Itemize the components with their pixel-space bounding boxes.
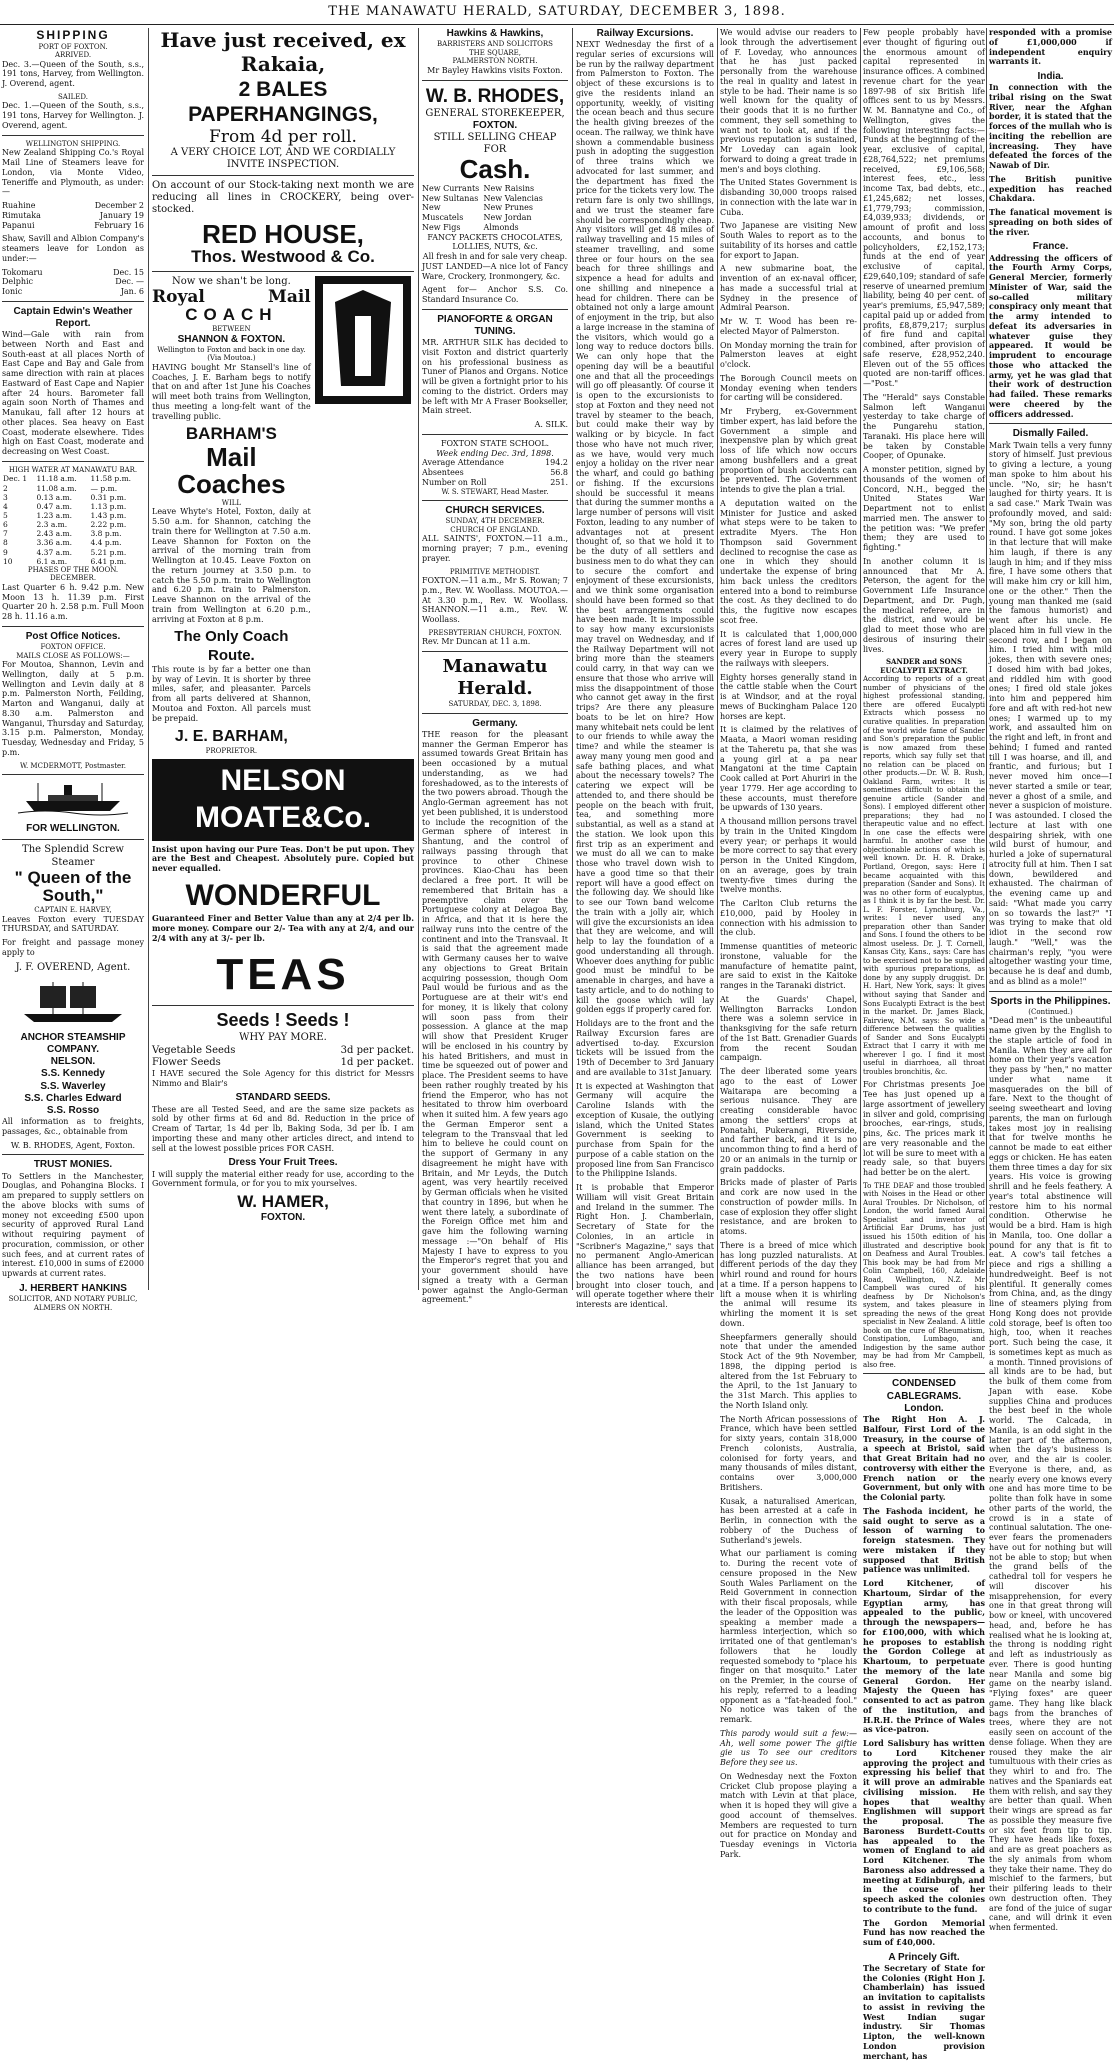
anchor-agent: W. B. RHODES, Agent, Foxton.	[10, 1140, 136, 1150]
news-item: On Wednesday next the Foxton Cricket Club propose playing a match with Levin at that place, when it is hoped they will give a good account of themselves. Members are requested to turn out for practice on Monday and Tuesday evenings in Victoria Park.	[720, 1771, 857, 1859]
wonderful: WONDERFUL	[185, 878, 381, 912]
germany-text: THE reason for the pleasant manner the German Emperor has assumed towards Great Britain has been occasioned by a mutual understanding, as we had foreshadowed, as to the interests of the two powers abroad. Though the Anglo-German agreement has not yet been published, it is understood to include the recognition of the German sphere of interest in Shantung, and the control of railways passing through that province to other Chinese provinces. Kiao-Chau has been declared a free port. It will be remembered that Britain has a preemptive claim over the Portuguese colony at Delagoa Bay, in Africa, and that it is here the railway runs into the centre of the continent and into the Transvaal. It is said that the agreement made with Germany causes her to waive any objections to Great Britain acquiring possession, though Oom Paul would be furious and as the Portuguese are at their wit's end for money, it is likely that colony will soon pass from their possession. A glance at the map will show that President Kruger will be enclosed in his country by his hated Britishers, and must in time be squeezed out of power and place. The President seems to have been rather roughly treated by his friend the Emperor, who has not hesitated to throw him overboard when it suited him. A few years ago the German Emperor sent a telegram to the Transvaal that led him to believe he could count on the support of Germany in any disagreement he might have with Britain, and Mr Leyds, the Dutch agent, was very heartily received by German officials when he visited that country in 1896, but when he went there lately, a subordinate of the Foreign Office met him and gave him the following warning message :—"On behalf of His Majesty I have to express to you the Emperor's regret that you and your government should have signed a treaty with a German power against the Anglo-German agreement."	[422, 729, 568, 1305]
arrived-text: Dec. 3.—Queen of the South, s.s., 191 tons, Harvey, from Wellington. J. Overend, agent.	[2, 59, 144, 89]
teas: TEAS	[216, 949, 350, 999]
rhodes-title: W. B. RHODES,	[425, 85, 565, 107]
fancy-packets: FANCY PACKETS CHOCOLATES, LOLLIES, NUTS, &c.	[427, 232, 563, 252]
head-master: W. S. STEWART, Head Master.	[441, 487, 549, 496]
hawkins-sub: BARRISTERS AND SOLICITORS	[437, 40, 553, 49]
weather-text: Wind—Gale with rain from between North and East and South-east at all places North of East Cape and Bay and Gale from same direction with rain at places Eastward of East Cape and Napier after 24 hours. Barometer fall again soon North of Thames and Manukau, fall after 12 hours at other places. Sea heavy on East Coast, moderate elsewhere. Tides high on East Coast, moderate and decreasing on West Coast.	[2, 330, 144, 457]
news-item: For Christmas presents Joe Tee has just opened up a large assortment of jewellery in silver and gold, comprising brooches, ear-rings, studs, pins, &c. The prices mark it are very reasonable and the lot will be sure to meet with a ready sale, so that buyers had better be on the alert.	[863, 1080, 985, 1178]
anchor-nelson: NELSON.	[50, 1056, 96, 1068]
rhodes-foxton: FOXTON.	[472, 119, 518, 131]
trust-text: To Settlers in the Manchester, Douglas, and Pohangina Blocks. I am prepared to supply settlers on the above blocks with sums of money not exceeding £500 upon security of approved Rural Land without requiring payment of procuration, commission, or other such fees, and at current rates of interest. £10,000 in sums of £2000 upwards at current rates.	[2, 1171, 144, 1279]
news-item: It is claimed by the relatives of Maata, a Maori woman residing at the Taheretu pa, that she was a young girl at a pa near Mangatoni at the time Captain Cook called at Port Ahuriri in the year 1779. Her age according to these accounts, must therefore be upwards of 130 years.	[720, 725, 857, 813]
shoulder-text: Now we shan't be long.	[171, 275, 291, 287]
column-rule	[860, 28, 861, 1290]
veg-price: 3d per packet.	[340, 1044, 414, 1056]
table-row: 2 11.08 a.m. — p.m.	[3, 483, 118, 493]
goods-list-right	[484, 184, 568, 233]
hawkins-text: Mr Bayley Hawkins visits Foxton.	[427, 65, 563, 75]
via-text: (Via Moutoa.)	[207, 354, 256, 363]
red-house: RED HOUSE,	[202, 218, 364, 249]
table-row: 3 0.13 a.m. 0.31 p.m.	[3, 492, 127, 502]
hamer-name: W. HAMER,	[237, 1192, 329, 1211]
veg-seeds: Vegetable Seeds	[152, 1044, 236, 1056]
continued-label: (Continued.)	[1028, 1007, 1073, 1016]
school-title: FOXTON STATE SCHOOL.	[440, 438, 550, 448]
mail-coaches: Mail Coaches	[177, 442, 286, 500]
shaw-ships-list	[2, 268, 144, 297]
list-item: S.S. Charles Edward	[24, 1092, 122, 1104]
sailed-text: Dec. 1.—Queen of the South, s.s., 191 tons, Harvey for Wellington. J. Overend, agent.	[2, 101, 144, 130]
list-item: New Jordan Almonds	[483, 213, 532, 232]
list-item: New Valencias	[483, 193, 543, 203]
table-row: Dec. 1 11.18 a.m. 11.58 p.m.	[3, 474, 132, 484]
stocktaking-text: On account of our Stock-taking next month we are reducing all lines in CROCKERY, being over-stocked.	[152, 180, 414, 216]
weather-title: Captain Edwin's Weather Report.	[13, 305, 133, 329]
sander-text: According to reports of a great number of physicians of the highest professional standing, there are offered Eucalypti Extracts which possess no curative qualities. In preparation of the world wide fame of Sander and Son's preparation the public is now amazed from these reports, which say fully set that no relation can be placed on other products.—Dr. W. B. Rush, Oakland Farm, writes: It is sometimes difficult to obtain the genuine article (Sander and Sons). I employed different other preparations; they had no therapeutic value and no effect. In one case the effects were harmful. In another case the objectionable actions of which is well known. Dr. H. R. Drake, Portland, Oregon, says: Here I became acquainted with this preparation (Sander and Sons). It was no other form of eucalyptus, as I think it is by far the best. Dr. L. F. Forster, Lynchburg, Va., writes: I never used any preparation other than Sander and Sons. I found the others to be almost useless. Dr. J. T. Cornell, Kansas City, Kans., says: Care has to be exercised not to be supplied with spurious preparations, as done by any supply druggist. Dr. H. Hart, New York, says: It gives without saying that Sander and Sons Eucalypti Extract is the best in the market. Dr. James Black, Fairview, N.M. says: So wide a difference between the qualities of Sander and Sons Eucalypti Extract that I carry it with me wherever I go. I find it most useful in diarrhoea, all throat troubles bronchitis, &c.	[863, 675, 985, 1076]
hawkins-title: Hawkins & Hawkins,	[446, 28, 544, 39]
cable-item: The British punitive expedition has reached Chakdara.	[989, 173, 1112, 204]
column-railway	[576, 28, 714, 1310]
news-item: The "Herald" says Constable Salmon left Wanganui yesterday to take charge of the Pungarehu station, Taranaki. His place here will be taken by Constable Cooper, of Opunake.	[863, 392, 985, 461]
masthead: THE MANAWATU HERALD, SATURDAY, DECEMBER 3, 1898.	[0, 4, 1114, 25]
all-saints: ALL SAINTS', FOXTON.—11 a.m., morning prayer; 7 p.m., evening prayer.	[422, 534, 568, 563]
news-item: There is a breed of mice which has long puzzled naturalists. At different periods of the day they whirl round and round for hours at a time. If a person happens to lift a mouse when it is whirling the animal will resume its whirling the moment it is set down.	[720, 1240, 857, 1328]
coach-body: HAVING bought Mr Stansell's line of Coaches, J. E. Barham begs to notify that on and after 1st June his Coaches will meet both trains from Wellington, thus meeting a long-felt want of the travelling public.	[152, 362, 311, 421]
insurance-text: Few people probably have ever thought of figuring out the enormous amount of capital represented in insurance offices. A combined revenue chart for the year 1897-98 of six British life offices sent to us by Messrs. W. M. Bannatyne and Co., of Wellington, gives the following interesting facts:—Funds at the beginning of the year, exclusive of capital, £28,764,522; net premiums received, £9,106,568; interest fees, etc., less income Tax, bad debts, etc., £1,245,682; net losses, £1,779,793; commission, £4,039,933; dividends, or amount of profit and loss accounts, and bonus to policyholders, £2,152,173; funds at the end of year exclusive of capital, £29,640,109; standard of safe reserve of unearned premium liability, being 40 per cent. of year's premiums, £5,947,589; capital paid up or added from profits, £8,879,217; surplus of fire fund and capital combined, after provision of safe reserve, £28,952,240. Eleven out of the 55 offices quoted are non-tariff offices.—"Post."	[863, 28, 985, 388]
twain-story: Mark Twain tells a very funny story of himself. Just previous to giving a lecture, a young man spoke to him about his uncle. "No, sir; he hasn't laughed for thirty years. It is a sad case." Mark Twain was profoundly moved, and said: "My son, bring the old party round. I have got some jokes in that lecture that will make him laugh, if there is any laugh in him; and if they miss fire, I have some others that will make him cry or kill him, one or the other." Then the young man thanked me (said the famous humorist) and went after his uncle. He placed him in full view in the second row, and I began on him. I tried him with mild jokes, then with severe ones; I dosed him with bad jokes, and riddled him with good ones; I fired old stale jokes into him and peppered him fore and aft with red-hot new ones; I warmed up to my work, and assaulted him on the right and left, in front and behind; I fumed and ranted till I was hoarse, and ill, and frantic, and furious; but I never moved him once—I never started a smile or tear, never a ghost of a smile, and never a suspicion of moisture. I was astounded. I closed the lecture at last with one despairing shriek, with one wild burst of humour, and hurled a joke of supernatural atrocity full at him. Then I sat down, bewildered and exhausted. The chairman of the evening came up and said: "What made you carry on so towards the last?" "I was trying to make that old idiot in the second row laugh." "Well," was the chairman's reply, "you were altogether wasting your time, because he is deaf and dumb, and as blind as a mole!"	[989, 440, 1112, 986]
list-item: New Prunes	[483, 203, 534, 213]
church-date: SUNDAY, 4TH DECEMBER.	[445, 517, 545, 526]
royal-word: Royal	[152, 286, 205, 307]
herald-nameplate: Manawatu Herald.	[442, 656, 548, 700]
rhodes-storekeeper: GENERAL STOREKEEPER,	[425, 107, 565, 119]
column-advertisements	[152, 28, 414, 1290]
list-item: Delphic Dec. —	[2, 277, 144, 287]
silk-sign: A. SILK.	[534, 420, 568, 430]
sailing-ship-icon	[18, 980, 128, 1026]
list-item: S.S. Rosso	[46, 1104, 100, 1116]
table-row: 6 2.3 a.m. 2.22 p.m.	[3, 520, 127, 530]
list-item: S.S. Waverley	[40, 1080, 106, 1092]
wellington-shipping-heading: WELLINGTON SHIPPING.	[25, 139, 121, 148]
news-item: We would advise our readers to look through the advertisement of F. Loveday, who announces that he has just packed personally from the warehouse the real in quality and latest in style to be had. Their name is so well known for the quality of their goods that it is no further comment, they sell something to want not to look at, and if the previous reputation is sustained, Mr Loveday can again look forward to doing a great trade in men's and boys clothing.	[720, 28, 857, 174]
column-rule	[148, 28, 149, 1290]
standard-seeds: STANDARD SEEDS.	[235, 1092, 331, 1104]
parody-verse: This parody would suit a few:— Ah, well some power The giftie gie us To see our creditors Before they see us.	[720, 1728, 857, 1767]
india-title: India.	[1037, 71, 1064, 82]
port-heading: PORT OF FOXTON.	[38, 42, 108, 51]
post-subtitle: FOXTON OFFICE.	[40, 643, 106, 652]
table-row: 7 2.43 a.m. 3.8 p.m.	[3, 529, 122, 539]
news-item: What our parliament is coming to. During the recent vote of censure proposed in the New South Wales Parliament on the Reid Government in connection with their fiscal proposals, while the leader of the Opposition was speaking a member made a harmless interjection, which so irritated one of that gentleman's followers that he loudly requested somebody to "place his finger on that mosquito." Later on the Premier, in the course of his reply, referred to a leading opponent as a "fat-headed fool." No notice was taken of the remark.	[720, 1549, 857, 1724]
rail-title: Railway Excursions.	[596, 28, 694, 39]
primitive-text: FOXTON.—11 a.m., Mr S. Rowan; 7 p.m., Rev. W. Woollass. MOUTOA.—At 3.30 p.m., Rev. W. Woollass. SHANNON.—11 a.m., Rev. W. Woollass.	[422, 576, 568, 625]
bales-heading: 2 BALES PAPERHANGINGS,	[188, 77, 378, 127]
list-item: Tokomaru Dec. 15	[2, 267, 144, 277]
mail-word: Mail	[268, 286, 311, 307]
gift-title: A Princely Gift.	[888, 1951, 960, 1963]
nz-ships-list	[2, 201, 144, 230]
list-item: New Currants	[422, 183, 480, 193]
sailed-heading: SAILED.	[58, 92, 88, 101]
deaf-notice: To THE DEAF and those troubled with Noises in the Head or other Aural Troubles. Dr Nicholson, of London, the world famed Aural Specialist and inventor of Artificial Ear Drums, has just issued his 150th edition of his illustrated and descriptive book on Deafness and Aural Troubles. This book may be had from Mr Colin Campbell, 160, Adelaide Road, Wellington, N.Z. Mr Campbell was cured of his deafness by Dr Nicholson's system, and takes pleasure in spreading the news of the great specialist in New Zealand. A little book on the cure of Rheumatism, Constipation, Lumbago, and Indigestion by the same author may be had from Mr Campbell, also free.	[863, 1181, 985, 1369]
news-item: A deputation waited on the Minister for Justice and asked what steps were to be taken to extradite Myers. The Hon Thompson said Government declined to recognise the case as one in which they should undertake the expense of bring him back unless the creditors entered into a bond to reimburse the cost. As they declined to do this, the fugitive now escapes scot free.	[720, 498, 857, 625]
table-row: 10 6.1 a.m. 6.41 p.m.	[3, 556, 127, 566]
sports-title: Sports in the Philippines.	[990, 995, 1111, 1007]
column-rule	[572, 28, 573, 1290]
school-week: Week ending Dec. 3rd, 1898.	[436, 448, 554, 458]
piano-text: MR. ARTHUR SILK has decided to visit Foxton and district quarterly on his professional business as Tuner of Pianos and Organs. Notice will be given a fortnight prior to his coming to the district. Orders may be left with Mr A Fraser Bookseller, Main street.	[422, 338, 568, 416]
chamberlain-text: It is probable that Emperor William will visit Great Britain and Ireland in the summer. The Right Hon. J. Chamberlain, Secretary of State for the Colonies, in an article in "Scribner's Magazine," says that no permanent Anglo-American alliance has been arranged, but the two nations have been brought into closer touch, and will operate together where their interests are identical.	[576, 1183, 714, 1310]
steamer-name: " Queen of the South,"	[14, 867, 132, 906]
shaw-text: Shaw, Savill and Albion Company's steamers leave for London as under:—	[2, 234, 144, 263]
wonderful-text: Guaranteed Finer and Better Value than any at 2/4 per lb. more money. Compare our 2/- Tea with any at 2/4, and our 2/4 with any at 3/- per lb.	[152, 913, 414, 943]
news-item: Eighty horses generally stand in the cattle stable when the Court is at Windsor, and at the royal mews of Buckingham Palace 120 horses are kept.	[720, 672, 857, 721]
caroline-text: It is expected at Washington that Germany will acquire the Caroline Islands with the exception of Kusaie, the outlying island, which the United States Government is seeking to purchase from Spain for the purpose of a cable station on the proposed line from San Francisco to the Philippine Islands.	[576, 1081, 714, 1179]
news-item: Kusak, a naturalised American, has been arrested at a cafe in Berlin, in connection with the robbery of the Duchess of Sutherland's jewels.	[720, 1496, 857, 1545]
arrived-heading: ARRIVED.	[54, 51, 92, 60]
list-item: Absentees 56.8	[422, 468, 568, 478]
nz-shipping-text: New Zealand Shipping Co.'s Royal Mail Line of Steamers leave for London, via Monte Video, Teneriffe and Plymouth, as under:—	[2, 148, 144, 197]
choice-text: A VERY CHOICE LOT, AND WE CORDIALLY INVITE INSPECTION.	[170, 146, 396, 170]
list-item: Ruahine December 2	[2, 201, 144, 210]
news-item: In another column it is announced that Mr A. Peterson, the agent for the Government Life Insurance Department, and Dr. Pugh, the medical referee, are in the district, and would be glad to meet those who are desirous of insuring their lives.	[863, 556, 985, 654]
news-item: At the Guards' Chapel, Wellington Barracks London there was a solemn service in thanksgiving for the safe return of the 1st Batt. Grenadier Guards from the recent Soudan campaign.	[720, 994, 857, 1063]
list-item: Rimutaka January 19	[2, 210, 144, 220]
why-pay: WHY PAY MORE.	[239, 1032, 327, 1044]
table-row: 5 1.23 a.m. 1.43 p.m.	[3, 510, 127, 520]
tide-table	[2, 474, 144, 565]
cables-title: CONDENSED CABLEGRAMS.	[886, 1378, 962, 1402]
will-word: WILL	[221, 498, 242, 507]
list-item: Number on Roll 251.	[422, 477, 568, 487]
tide-title: HIGH WATER AT MANAWATU BAR.	[8, 465, 138, 474]
column-insurance	[863, 28, 985, 2061]
barham-title: BARHAM'S	[185, 424, 277, 444]
landed-text: JUST LANDED—A nice lot of Fancy Ware, Crockery, Ironmongery, &c.	[422, 261, 568, 281]
list-item: New Muscatels	[422, 203, 464, 222]
holidays-text: Holidays are to the front and the Railway Excursion fares are advertised to-day. Excursion tickets will be issued from the 19th of December to 3rd January and are available to 31st January.	[576, 1019, 714, 1077]
cable-item: In connection with the tribal rising on the Swat River, near the Afghan border, it is stated that the forces of the mullah who is inciting the rebellion are increasing. They have defeated the forces of the Nawab of Dir.	[989, 82, 1112, 171]
france-title: France.	[1032, 241, 1069, 253]
cable-item: The Gordon Memorial Fund has now reached the sum of £40,000.	[863, 1917, 985, 1948]
news-item: Mr W. T. Wood has been re-elected Mayor of Palmerston.	[720, 317, 857, 336]
sander-title: SANDER and SONS EUCALYPTI EXTRACT.	[880, 657, 968, 675]
rail-text: NEXT Wednesday the first of a regular series of excursions will be run by the railway department from Palmerston to Foxton. The object of these excursions is to give the residents inland an opportunity, weekly, of visiting the ocean beach and thus secure the health giving breezes of the ocean. The railway, we think have shown a commendable business push in adopting the suggestion of three trains which we advocated for last summer, and the department has fixed the price for the tickets very low. The return fare is only two shillings, and we trust the steamer fare should be correspondingly cheap. Any visitors will get 48 miles of railway travelling and 15 miles of steamer travelling, and some three or four hours on the sea beach for three shillings and sixpence a head for adults and one shilling and ninepence a head for children. There can be obtained not only a large amount of enjoyment in the trip, but also a large increase in the stamina of the visitors, which would go a long way to reduce doctors bills. We can only hope that the opening day will be a beautiful one and that all the proceedings will go off pleasantly. Of course it is open to the excursionists to stop at Foxton and they need not travel by steamer to the beach, but could make their way by walking or by bicycle. In fact those who have not much river, as we have, would very much enjoy a holiday on the river near the wharf, and could go bathing or fishing. If the excursions should be successful it means that during the summer months a large number of persons will visit Foxton, leading to any number of advantages not at present thought of, so that we hold it to be the duty of all settlers and business men to do what they can to secure the comfort and enjoyment of these excursionists, and we think some organisation should have been formed so that the best arrangements could have been made. It is impossible to say how many excursionists may travel on Wednesday, and if the Railway Department will not bring more than the steamers could carry, in that way can we ensure that those who arrive will miss the disappointment of those who cannot get away in the first trips? Are there any pleasure boats to be let on hire? How many whitebait nets could be lent to our friends to while away the time? and while the steamer is away many young men good and safe bathing places, and what about the necessary towels? The catering we expect will be attended to, and there should be people on the beach with fruit, tea, and something more substantial, as well as a stand at the station. We look upon this first trip as an experiment and we must do all we can to make those who travel down wish to have a good time so that their report will have a good effect on the following day. We should like to see our Town band welcome the train with a jolly air, which will give the excursionists an idea that they are welcome, and will help to lay the foundation of a good understanding all through. Whoever does anything for public good must be mindful to be amenable in charges, and have a tasty article, and to do nothing to kill the goose which will lay golden eggs if properly cared for.	[576, 40, 714, 1015]
news-item: Immense quantities of meteoric ironstone, valuable for the manufacture of hematite paint, are said to exist in the Kaitoke ranges in the Taranaki district.	[720, 942, 857, 990]
list-item: Average Attendance 194.2	[422, 458, 568, 468]
list-item: New Raisins	[483, 183, 535, 193]
sports-text: "Dead men" is the unbeautiful name given by the English to the staple article of food in Manila. When they are all for home on their year's vacation they pass by "hen," no matter under what name it masquerades on the bill of fare. Next to the thought of seeing sweetheart and loving parents, the man on furlough takes most joy in realising that for twelve months he cannot be made to eat either eggs or chicken. He has eaten them three times a day for six years. His voice is growing shrill and he feels feathery. A year's total abstinence will restore him to his normal condition. Otherwise he would be a bird. Ham is high in Manila, too. One dollar a pound for any that is fit to eat. A cow's tail fetches a piece and rigs a shilling a hundredweight. Beef is not plentiful. It generally comes from China, and, as the dingy line of steamers plying from Hong Kong does not provide cold storage, beef is often too high, too, when it reaches port. Such being the case, it is sometimes kept as much as a month. Tinned provisions of all kinds are to be had, but the bulk of them come from Japan with ease. Kobe supplies China and produces the best beef in the whole world. The Calcada, in Manila, is an odd sight in the latter part of the afternoon, when the day's business is over, and the air is cooler. Everyone is there, and, as nearly every one knows every one and has more time to be polite than folk have in some other parts of the world, the crowd is in a state of continual salutation. The one-ever fears the promenaders have out for nothing but will not be able to stop; but when the grand bells of the cathedral toll for vespers he will discover his misapprehension, for every one in that great throng will bow or kneel, with uncovered head, and, before he has realised what he is looking at, the throng is nodding right and left as industriously as ever. There is good hunting near Manila and some big game on the nearby island. "Flying foxes" are queer game. They hang like black bags from the branches of trees, where they are not easily seen on account of the dense foliage. When they are roused they make the air tumultuous with their cries as they whirl to and fro. The natives and the Spaniards eat them with relish, and say they are better than quail. When their wings are spread as far as possible they measure five or six feet from tip to tip. They have heads like foxes, and are as great poachers as the sly animals from whom they take their name. They do mischief to the farmers, but their pilfering leads to their own destruction often. They are fond of the juice of sugar cane, and will drink it even when fermented.	[989, 1016, 1112, 1933]
moon-text: Last Quarter 6 h. 9.42 p.m. New Moon 13 h. 11.39 p.m. First Quarter 20 h. 2.58 p.m. Full Moon 28 h. 11.16 a.m.	[2, 582, 144, 622]
news-item: Bricks made of plaster of Paris and cork are now used in the construction of powder mills. In case of explosion they offer slight resistance, and are broken to atoms.	[720, 1178, 857, 1236]
route: SHANNON & FOXTON.	[177, 333, 286, 345]
germany-title: Germany.	[472, 717, 518, 729]
hawkins-palm: PALMERSTON NORTH.	[452, 57, 538, 66]
mails-heading: MAILS CLOSE AS FOLLOWS:—	[16, 651, 130, 660]
news-item: A monster petition, signed by thousands of the women of Concord, N.H., begged the United States War Department not to enlist married men. The answer to the petition was: "We prefer them; they are used to fighting."	[863, 465, 985, 552]
overend-agent: J. F. OVEREND, Agent.	[15, 961, 131, 973]
post-title: Post Office Notices.	[25, 630, 121, 642]
herald-date: SATURDAY, DEC. 3, 1898.	[448, 700, 542, 709]
steamer-text: Leaves Foxton every TUESDAY THURSDAY, and SATURDAY.	[2, 914, 144, 934]
list-item: Papanui February 16	[2, 220, 144, 230]
table-row: 9 4.37 a.m. 5.21 p.m.	[3, 547, 127, 557]
column-rule	[986, 28, 987, 1290]
cable-item: The fanatical movement is spreading on both sides of the river.	[989, 207, 1112, 237]
dress-trees: Dress Your Fruit Trees.	[228, 1157, 338, 1169]
hamer-foxton: FOXTON.	[260, 1211, 306, 1223]
hankins-name: J. HERBERT HANKINS	[19, 1282, 127, 1294]
coach-word: COACH	[185, 305, 278, 325]
coach-text: Wellington to Foxton and back in one day.	[157, 345, 306, 354]
price-heading: From 4d per roll.	[209, 127, 357, 147]
steamship-icon	[18, 781, 128, 817]
captain: CAPTAIN E. HARVEY,	[34, 906, 112, 915]
column-rule	[418, 28, 419, 1290]
news-item: The Carlton Club returns the £10,000, paid by Hooley in connection with his admission to the club.	[720, 899, 857, 938]
rhodes-cash: Cash.	[459, 154, 531, 185]
postmaster-sign: W. MCDERMOTT, Postmaster.	[20, 761, 126, 770]
freight-text: For freight and passage money apply to	[2, 938, 144, 957]
news-item: The United States Government is disbanding 30,000 troops raised in connection with the late war in Cuba.	[720, 178, 857, 217]
news-item: The Borough Council meets on Monday evening when tenders for carting will be considered.	[720, 373, 857, 403]
primitive-title: PRIMITIVE METHODIST.	[449, 567, 541, 576]
column-local-news	[720, 28, 857, 1859]
church-england: CHURCH OF ENGLAND.	[450, 525, 540, 534]
news-item: A thousand million persons travel by train in the United Kingdom every year; or perhaps it would be more correct to say that every person in the United Kingdom, on an average, goes by train twenty-five times during the twelve months.	[720, 817, 857, 895]
table-row: 4 0.47 a.m. 1.13 p.m.	[3, 501, 127, 511]
list-item: New Figs	[422, 222, 461, 232]
column-shipping	[2, 28, 144, 1312]
fresh-text: All fresh in and for sale very cheap.	[422, 252, 568, 261]
table-row: 8 3.36 a.m. 4.4 p.m.	[3, 538, 122, 548]
post-text: For Moutoa, Shannon, Levin and Wellington, daily at 5 p.m. Wellington and Levin daily at 8 p.m. Palmerston North, Feilding, Marton and Wanganui, daily at 8.30 a.m. Palmerston and Wanganui, Thursday and Saturday, 3.15 p.m. Palmerston, Monday, Tuesday, Wednesday and Friday, 5 p.m.	[2, 660, 144, 757]
flower-price: 1d per packet.	[340, 1056, 414, 1068]
presby-title: PRESBYTERIAN CHURCH, FOXTON.	[428, 628, 562, 637]
cable-item: responded with a promise of £1,000,000 if independent enquiry warrants it.	[989, 27, 1112, 67]
agent-for: Agent for— Anchor S.S. Co. Standard Insurance Co.	[422, 285, 568, 304]
nelson-moate-banner: NELSON MOATE&Co.	[152, 759, 414, 840]
anchor-ships-list	[2, 1068, 144, 1117]
dismally-title: Dismally Failed.	[1012, 428, 1089, 440]
seeds-heading: Seeds ! Seeds !	[216, 1010, 350, 1031]
steamer-title: The Splendid Screw Steamer	[22, 844, 124, 868]
only-coach: The Only Coach Route.	[174, 628, 289, 664]
column-rule	[717, 28, 718, 1290]
news-item: The North African possessions of France, which have been settled for sixty years, contain 318,000 French colonists, Australia, colonised for forty years, and many thousands of miles distant, contains over 3,000,000 Britishers.	[720, 1414, 857, 1492]
news-item: On Monday morning the train for Palmerston leaves at eight o'clock.	[720, 340, 857, 369]
cable-item: The Right Hon A. J. Balfour, First Lord of the Treasury, in the course of a speech at Bristol, said that Great Britain had no controversy with either the French nation or the Government, but only with the Colonial party.	[863, 1414, 985, 1503]
news-item: Mr Fryberg, ex-Government timber expert, has laid before the Government a simple and inexpensive plan by which great loss of life which now occurs among bushfellers and a great proportion of bush accidents can be prevented. The Government intends to give the plan a trial.	[720, 407, 857, 494]
anchor-title: ANCHOR STEAMSHIP COMPANY.	[20, 1031, 126, 1055]
rhodes-cheap: STILL SELLING CHEAP FOR	[433, 132, 557, 156]
cable-item: Addressing the officers of the Fourth Army Corps, General Mercier, formerly Minister of War, said the so-called military conspiracy only meant that the army intended to defeat its adversaries in whatever guise they appeared. It would be imprudent to encourage those who attacked the army, yet he was glad that their work of destruction had failed. These remarks were cheered by the officers addressed.	[989, 252, 1112, 419]
flower-seeds: Flower Seeds	[152, 1056, 221, 1068]
goods-list-left	[422, 184, 484, 233]
moon-month: DECEMBER.	[49, 574, 97, 583]
cable-item: Lord Salisbury has written to Lord Kitchener approving the project and expressing his belief that it will prove an admirable civilising mission. He hopes that wealthy Englishmen will support the proposal. The Baroness Burdett-Coutts has appealed to the women of England to aid Lord Kitchener. The Baroness also addressed a meeting at Edinburgh, and in the course of her speech asked the colonies to contribute to the fund.	[863, 1738, 985, 1914]
gift-text: The Secretary of State for the Colonies (Right Hon J. Chamberlain) has issued an invitation to capitalists to assist in reviving the West Indian sugar industry. Sir Thomas Lipton, the well-known London provision merchant, has	[863, 1962, 985, 2061]
barham-name: J. E. BARHAM,	[174, 728, 288, 746]
seeds-body: These are all Tested Seed, and are the same size packets as sold by other firms at 6d and 8d. Reduction in the price of Cream of Tartar, 1s 4d per lb, Baking Soda, 3d per lb. I am importing these and many other articles direct, and intend to sell at the lowest possible prices FOR CASH.	[152, 1104, 414, 1153]
list-item: New Sultanas	[422, 193, 479, 203]
news-item: A new submarine boat, the invention of an ex-naval officer, has made a successful trial at Sydney in the presence of Admiral Pearson.	[720, 264, 857, 313]
cable-item: The Fashoda incident, he said ought to serve as a lesson of warning to foreign statesmen. They were mistaken if they supposed that British patience was unlimited.	[863, 1505, 985, 1575]
proprietor: PROPRIETOR.	[205, 746, 258, 755]
shipping-title: SHIPPING	[36, 28, 110, 42]
hawkins-square: THE SQUARE,	[469, 48, 521, 57]
news-item: Two Japanese are visiting New South Wales to report as to the suitability of its horses and cattle for export to Japan.	[720, 221, 857, 260]
cable-item: Lord Kitchener, of Khartoum, Sirdar of the Egyptian army, has appealed to the public, through the newspapers—for £100,000, with which he proposes to establish the Gordon College at Khartoum, to perpetuate the memory of the late General Gordon. Her Majesty the Queen has consented to act as patron of the institution, and H.R.H. the Prince of Wales as vice-patron.	[863, 1578, 985, 1735]
list-item: S.S. Kennedy	[41, 1068, 105, 1080]
column-notices	[422, 28, 568, 1305]
anchor-text: All information as to freights, passages, &c., obtainable from	[2, 1117, 144, 1136]
rakaia-title: Have just received, ex Rakaia,	[160, 28, 406, 77]
trust-title: TRUST MONIES.	[33, 1159, 113, 1171]
westwood: Thos. Westwood & Co.	[191, 246, 375, 266]
presby-text: Rev. Mr Duncan at 11 a.m.	[422, 637, 531, 647]
tailor-signboard-icon	[315, 276, 411, 404]
list-item: Ionic Jan. 6	[2, 287, 144, 296]
dress-text: I will supply the material either ready for use, according to the Government formula, or for you to mix yourselves.	[152, 1169, 414, 1189]
moon-title: PHASES OF THE MOON.	[27, 565, 119, 574]
news-item: Sheepfarmers generally should note that under the amended Stock Act of the 9th November, 1898, the dipping period is altered from the 1st February to the April, to the 1st January to the 31st March. This applies to the North Island only.	[720, 1332, 857, 1410]
column-cables	[989, 27, 1112, 1933]
attendance-list	[422, 458, 568, 487]
only-coach-text: This route is by far a better one than by way of Levin. It is shorter by three miles, safer, and pleasanter. Parcels from all parts delivered at Shannon, Moutoa and Foxton. All parcels must be prepaid.	[152, 664, 311, 723]
piano-title: PIANOFORTE & ORGAN TUNING.	[437, 313, 553, 337]
for-wellington: FOR WELLINGTON.	[26, 823, 120, 835]
nelson-text: Insist upon having our Pure Teas. Don't be put upon. They are the Best and Cheapest. Absolutely pure. Copied but never equalled.	[152, 843, 414, 874]
coach-schedule: Leave Whyte's Hotel, Foxton, daily at 5.50 a.m. for Shannon, catching the train there for Wellington at 7.50 a.m. Leave Shannon for Foxton on the arrival of the morning train from Wellington at 10.45. Leave Foxton on the return journey at 3.50 p.m. to catch the 5.50 p.m. train to Wellington and 6.20 p.m. train to Palmerston. Leave Shannon on the arrival of the train from Wellington at 6.20 p.m., arriving at Foxton at 8 p.m.	[152, 507, 311, 624]
hankins-sub: SOLICITOR, AND NOTARY PUBLIC, ALMERS ON NORTH.	[8, 1295, 138, 1312]
seeds-text: I HAVE secured the Sole Agency for this district for Messrs Nimmo and Blair's	[152, 1068, 414, 1088]
church-title: CHURCH SERVICES.	[445, 505, 545, 517]
between-word: BETWEEN	[212, 325, 251, 334]
news-item: It is calculated that 1,000,000 acres of forest land are used up every year in Europe to supply the railways with sleepers.	[720, 629, 857, 668]
news-item: The deer liberated some years ago to the east of Lower Waitarapa are becoming a serious nuisance. They are creating considerable havoc among the settlers' crops at Ponatahi, Pukerangi, Riverside, and farther back, and it is no uncommon thing to find a herd of 20 or an animals in the turnip or grain paddocks.	[720, 1067, 857, 1174]
london-title: London.	[904, 1402, 944, 1414]
